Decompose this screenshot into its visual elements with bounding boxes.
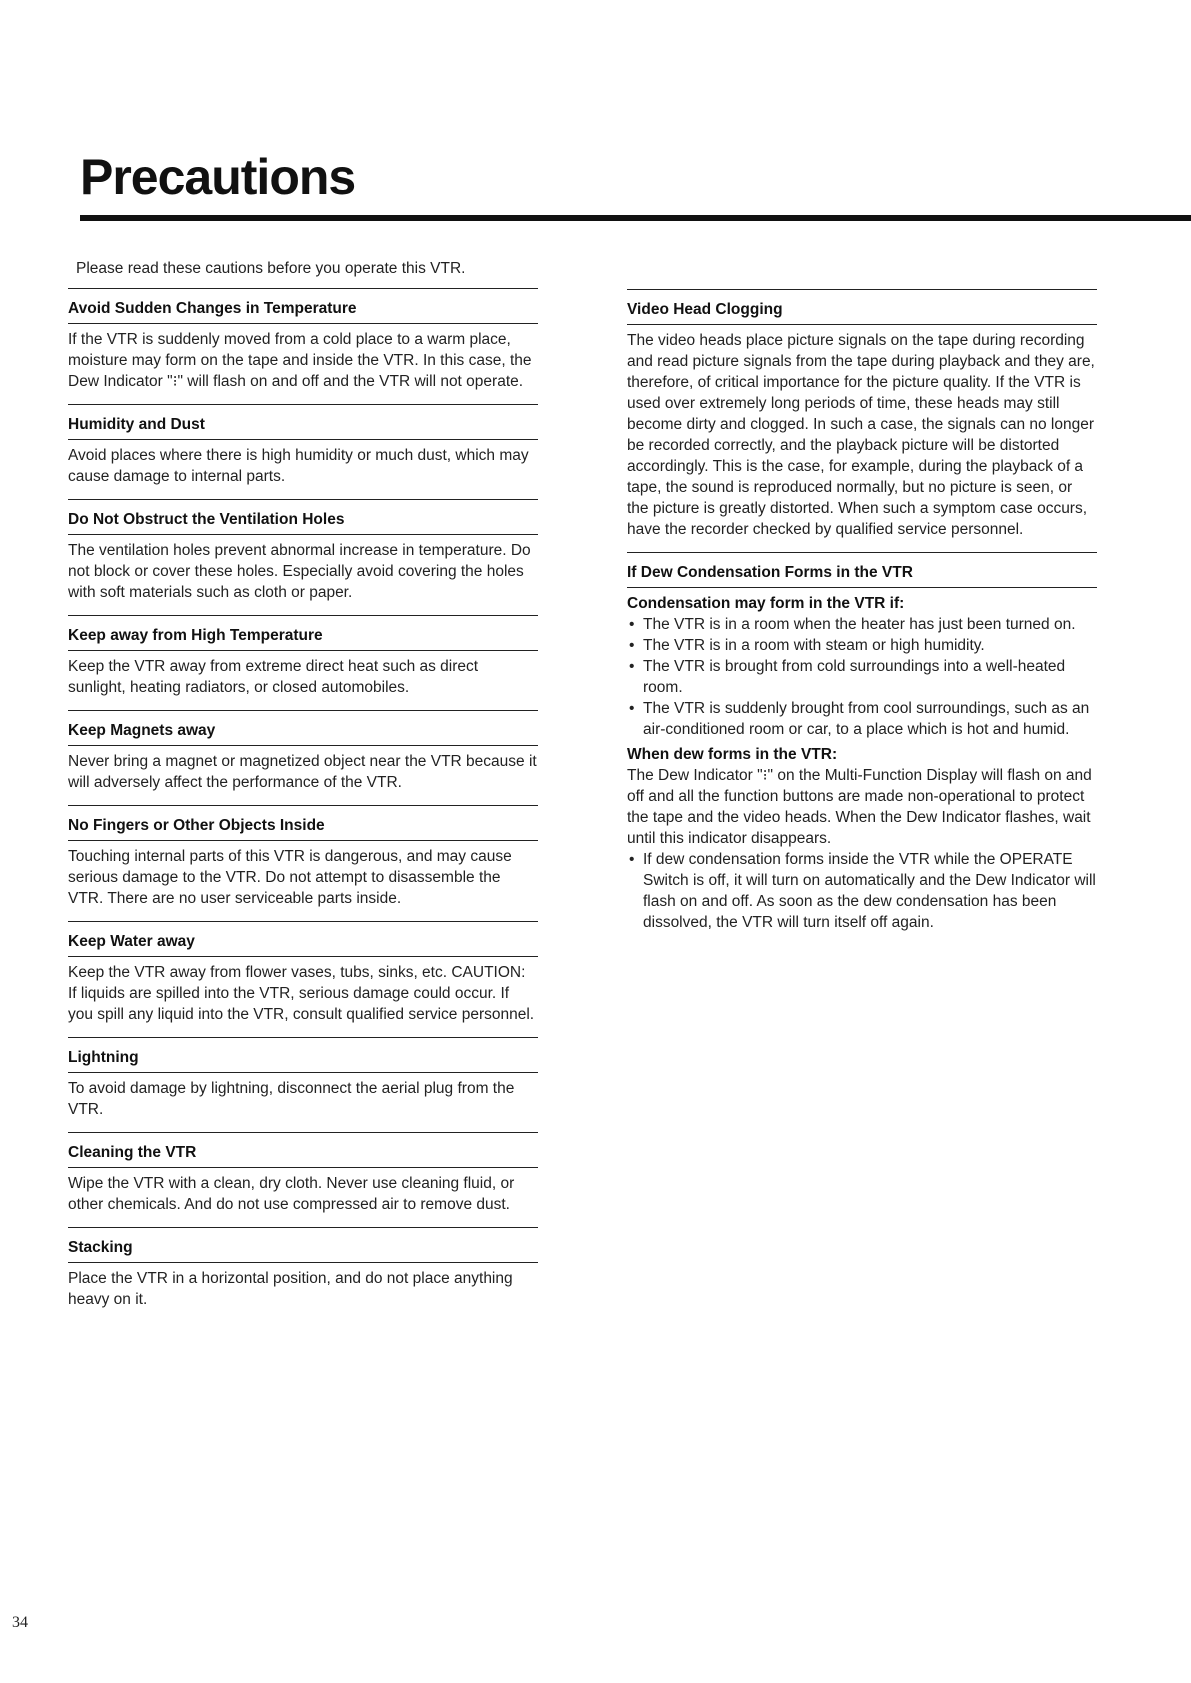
section-high-temperature (68, 615, 538, 698)
section-dew-condensation (627, 552, 1097, 933)
section-body: Wipe the VTR with a clean, dry cloth. Never use cleaning fluid, or other chemicals. And do not use compressed air to remove dust. (68, 1175, 515, 1213)
section-body: Keep the VTR away from extreme direct heat such as direct sunlight, heating radiators, or closed automobiles. (68, 658, 479, 696)
section-body: Never bring a magnet or magnetized object near the VTR because it will adversely affect the performance of the VTR. (68, 753, 537, 791)
left-column (68, 258, 538, 1322)
section-body: The video heads place picture signals on the tape during recording and read picture signals from the tape during playback and they are, therefore, of critical importance for the picture quality. If the VTR is used over extremely long periods of time, these heads may still become dirty and clogged. In such a case, the signals can no longer be recorded correctly, and the playback picture will be distorted accordingly. This is the case, for example, during the playback of a tape, the sound is reproduced normally, but no picture is seen, or the picture is greatly distorted. When such a symptom case occurs, have the recorder checked by qualified service personnel. (627, 332, 1095, 538)
section-fingers-objects (68, 805, 538, 909)
dew-forms-subheading: When dew forms in the VTR: (627, 746, 838, 763)
section-heading: Do Not Obstruct the Ventilation Holes (68, 499, 538, 535)
section-body: Avoid places where there is high humidity or much dust, which may cause damage to internal parts. (68, 447, 529, 485)
section-heading: Video Head Clogging (627, 289, 1097, 325)
section-heading: Humidity and Dust (68, 404, 538, 440)
section-heading: If Dew Condensation Forms in the VTR (627, 552, 1097, 588)
condensation-list (627, 614, 1097, 740)
section-temperature-changes (68, 288, 538, 392)
dew-forms-body: The Dew Indicator "⁝" on the Multi-Function Display will flash on and off and all the function buttons are made non-operational to protect the tape and the video heads. When the Dew Indicator flashes, wait until this indicator disappears. (627, 767, 1092, 847)
operate-switch-list (627, 849, 1097, 933)
list-item: • The VTR is suddenly brought from cool surroundings, such as an air-conditioned room or car, to a place which is hot and humid. (627, 698, 1097, 740)
section-heading: Keep away from High Temperature (68, 615, 538, 651)
page-title: Precautions (80, 149, 356, 205)
section-cleaning (68, 1132, 538, 1215)
section-heading: Cleaning the VTR (68, 1132, 538, 1168)
section-body: Place the VTR in a horizontal position, and do not place anything heavy on it. (68, 1270, 513, 1308)
section-stacking (68, 1227, 538, 1310)
section-water (68, 921, 538, 1025)
section-heading: Keep Water away (68, 921, 538, 957)
section-body: If the VTR is suddenly moved from a cold place to a warm place, moisture may form on the tape and inside the VTR. In this case, the Dew Indicator "⁝" will flash on and off and the VTR will not operate. (68, 331, 532, 390)
section-humidity-dust (68, 404, 538, 487)
section-body: To avoid damage by lightning, disconnect the aerial plug from the VTR. (68, 1080, 515, 1118)
section-heading: Keep Magnets away (68, 710, 538, 746)
section-magnets (68, 710, 538, 793)
section-heading: No Fingers or Other Objects Inside (68, 805, 538, 841)
list-item: • The VTR is in a room when the heater has just been turned on. (627, 614, 1097, 635)
section-body: Touching internal parts of this VTR is dangerous, and may cause serious damage to the VTR. Do not attempt to disassemble the VTR. There are no user serviceable parts inside. (68, 848, 512, 907)
condensation-subheading: Condensation may form in the VTR if: (627, 595, 905, 612)
section-heading: Stacking (68, 1227, 538, 1263)
list-item: • If dew condensation forms inside the VTR while the OPERATE Switch is off, it will turn on automatically and the Dew Indicator will flash on and off. As soon as the dew condensation has been dissolved, the VTR will turn itself off again. (627, 849, 1097, 933)
list-item: • The VTR is in a room with steam or high humidity. (627, 635, 1097, 656)
list-item: • The VTR is brought from cold surroundings into a well-heated room. (627, 656, 1097, 698)
title-rule (80, 215, 1191, 221)
section-lightning (68, 1037, 538, 1120)
section-body: The ventilation holes prevent abnormal increase in temperature. Do not block or cover these holes. Especially avoid covering the holes with soft materials such as cloth or paper. (68, 542, 531, 601)
section-ventilation (68, 499, 538, 603)
page-number: 34 (12, 1614, 28, 1631)
section-heading: Avoid Sudden Changes in Temperature (68, 288, 538, 324)
section-heading: Lightning (68, 1037, 538, 1073)
section-video-head-clogging (627, 289, 1097, 540)
right-column (627, 289, 1097, 945)
section-body: Keep the VTR away from flower vases, tubs, sinks, etc. CAUTION: If liquids are spilled into the VTR, serious damage could occur. If you spill any liquid into the VTR, consult qualified service personnel. (68, 964, 535, 1023)
intro-text: Please read these cautions before you operate this VTR. (76, 260, 466, 277)
